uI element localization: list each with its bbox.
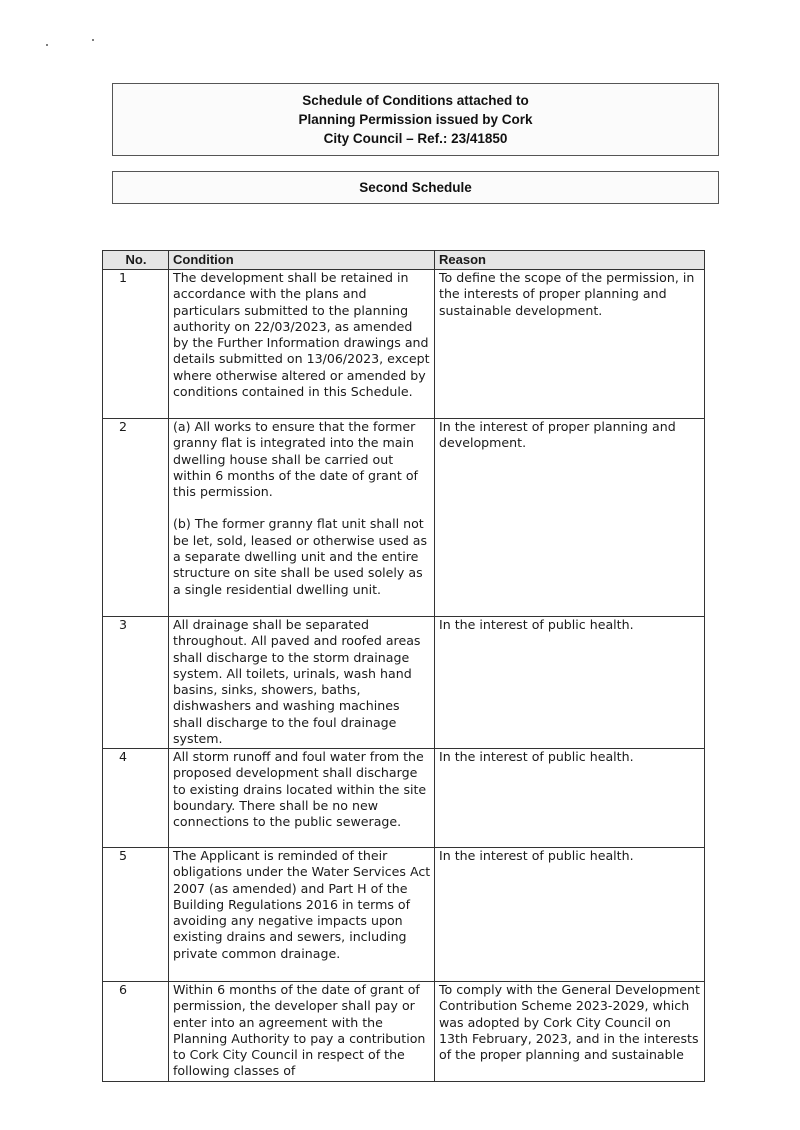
- schedule-title-box: [112, 83, 719, 156]
- condition-cell: [169, 419, 435, 617]
- row-number: 2: [103, 419, 169, 617]
- row-number: 3: [103, 617, 169, 749]
- condition-text-a: (a) All works to ensure that the former granny flat is integrated into the main dwelling house shall be carried out within 6 months of the date of grant of this permission.: [173, 419, 418, 500]
- column-header-condition: Condition: [169, 251, 435, 270]
- condition-text: All drainage shall be separated throughout. All paved and roofed areas shall discharge to the storm drainage system. All toilets, urinals, wash hand basins, sinks, showers, baths, dishwashers and washing machines shall discharge to the foul drainage system.: [169, 617, 435, 749]
- reason-text: To comply with the General Development Contribution Scheme 2023-2029, which was adopted by Cork City Council on 13th February, 2023, and in the interests of the proper planning and sustainable: [435, 982, 705, 1082]
- title-line-1: Schedule of Conditions attached to: [302, 93, 529, 108]
- reason-text: In the interest of public health.: [435, 749, 705, 848]
- reason-text: In the interest of public health.: [435, 617, 705, 749]
- scan-mark: [92, 39, 94, 41]
- table-row: [103, 617, 705, 749]
- condition-text: All storm runoff and foul water from the proposed development shall discharge to existing drains located within the site boundary. There shall be no new connections to the public sewerage.: [169, 749, 435, 848]
- title-line-3: City Council – Ref.: 23/41850: [323, 131, 508, 146]
- table-row: [103, 749, 705, 848]
- table-row: [103, 419, 705, 617]
- table-row: [103, 982, 705, 1082]
- table-row: [103, 848, 705, 982]
- table-header-row: [103, 251, 705, 270]
- row-number: 6: [103, 982, 169, 1082]
- column-header-no: No.: [103, 251, 169, 270]
- second-schedule-box: [112, 171, 719, 204]
- condition-text: The development shall be retained in accordance with the plans and particulars submitted to the planning authority on 22/03/2023, as amended by the Further Information drawings and details submitted on 13/06/2023, except where otherwise altered or amended by conditions contained in this Schedule.: [169, 270, 435, 419]
- scan-mark: [46, 44, 48, 46]
- column-header-reason: Reason: [435, 251, 705, 270]
- condition-text: The Applicant is reminded of their obligations under the Water Services Act 2007 (as amended) and Part H of the Building Regulations 2016 in terms of avoiding any negative impacts upon existing drains and sewers, including private common drainage.: [169, 848, 435, 982]
- conditions-table: [102, 250, 705, 1082]
- condition-text: Within 6 months of the date of grant of permission, the developer shall pay or enter into an agreement with the Planning Authority to pay a contribution to Cork City Council in respect of the following classes of: [169, 982, 435, 1082]
- reason-text: In the interest of public health.: [435, 848, 705, 982]
- row-number: 1: [103, 270, 169, 419]
- row-number: 4: [103, 749, 169, 848]
- reason-text: In the interest of proper planning and development.: [435, 419, 705, 617]
- reason-text: To define the scope of the permission, in the interests of proper planning and sustainable development.: [435, 270, 705, 419]
- title-line-2: Planning Permission issued by Cork: [298, 112, 533, 127]
- row-number: 5: [103, 848, 169, 982]
- table-row: [103, 270, 705, 419]
- schedule-heading: Second Schedule: [359, 180, 472, 195]
- condition-text-b: (b) The former granny flat unit shall not be let, sold, leased or otherwise used as a separate dwelling unit and the entire structure on site shall be used solely as a single residential dwelling unit.: [173, 516, 428, 597]
